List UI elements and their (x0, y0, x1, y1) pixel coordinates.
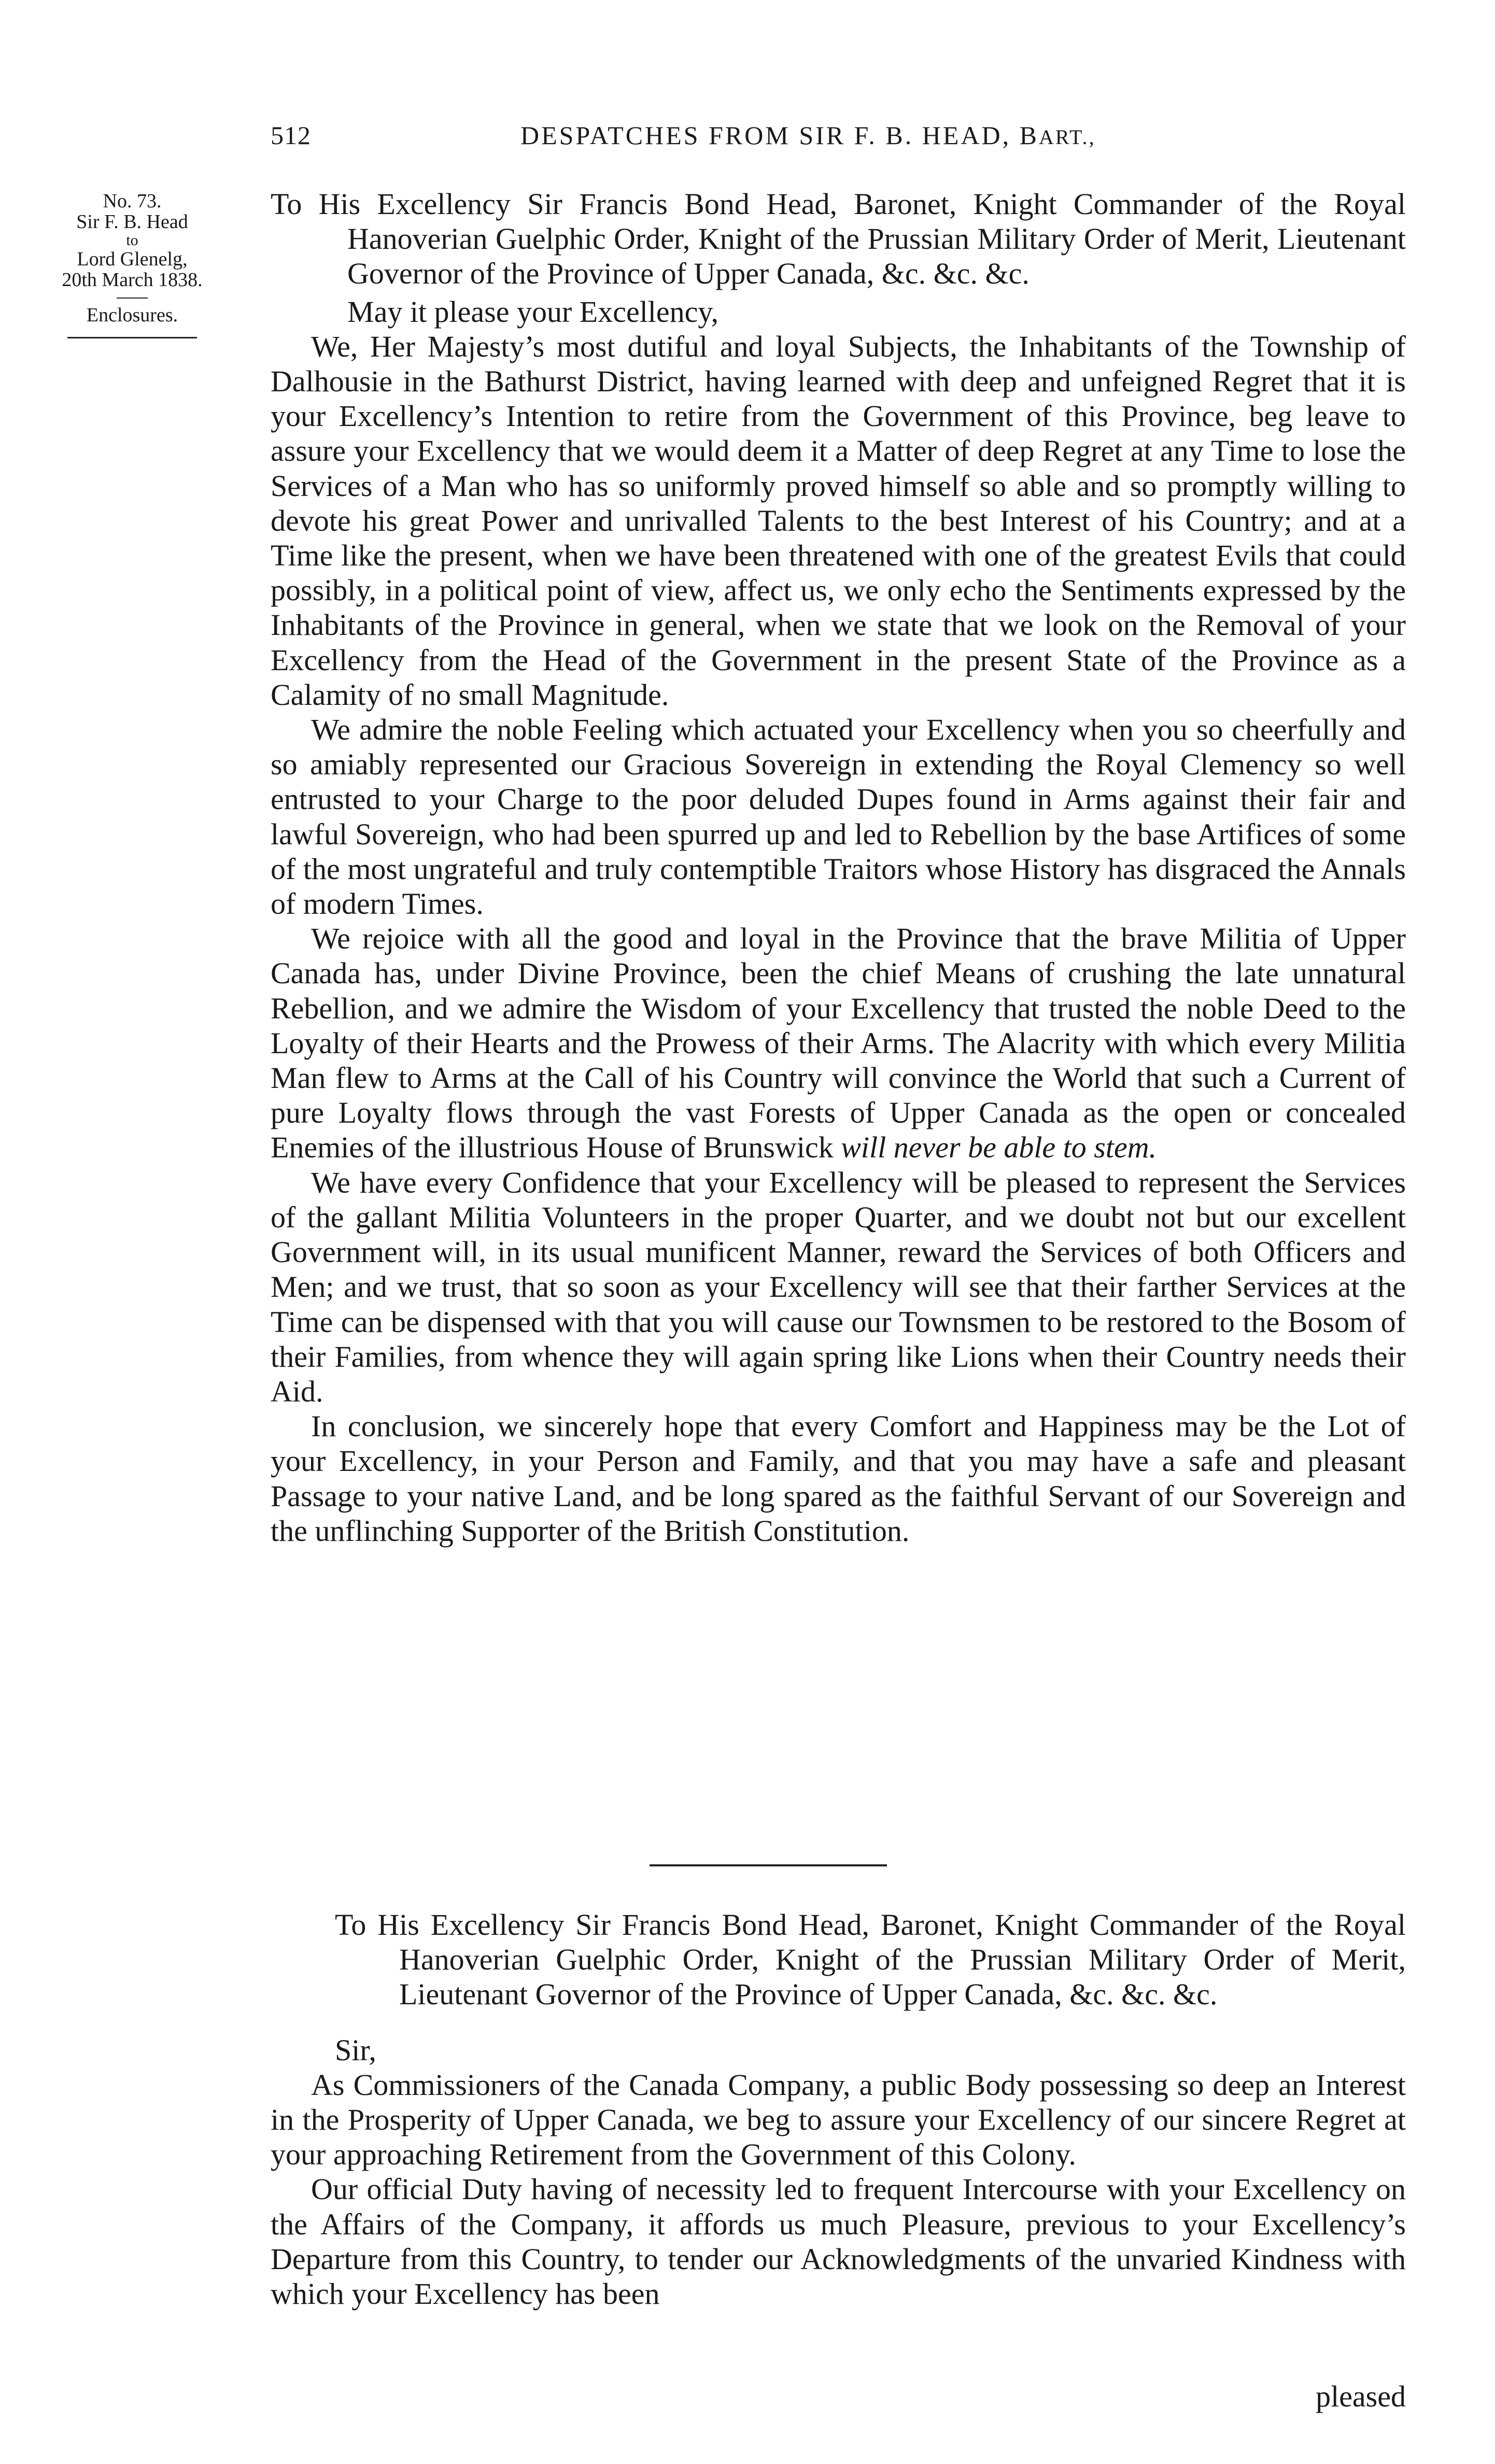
margin-note-rule-long (67, 337, 197, 338)
militia-paragraph-italic: will never be able to stem. (841, 1130, 1157, 1165)
margin-note (31, 191, 233, 338)
running-head-smallcaps: ART., (1039, 125, 1096, 149)
margin-note-rule (117, 298, 148, 299)
margin-note-from: Sir F. B. Head (76, 211, 188, 233)
letter-one-paragraph: We have every Confidence that your Excellency will be pleased to represent the Services of the gallant Militia Volunteers in the proper Quarter, and we doubt not but our excellent Government will, in its usual munificent Manner, reward the Services of both Officers and Men; and we trust, that so soon as your Excellency will see that their farther Services at the Time can be dispensed with that you will cause our Townsmen to be restored to the Bosom of their Families, from whence they will again spring like Lions when their Country needs their Aid. (271, 1165, 1406, 1408)
letter-two-paragraph: Our official Duty having of necessity led to frequent Intercourse with your Excellency on the Affairs of the Company, it affords us much Pleasure, previous to your Excellency’s Departure from this Country, to tender our Acknowledgments of the unvaried Kindness with which your Excellency has been (271, 2172, 1406, 2311)
letter-two (271, 1907, 1406, 2311)
letter-one-paragraph: In conclusion, we sincerely hope that every Comfort and Happiness may be the Lot of your Excellency, in your Person and Family, and that you may have a safe and pleasant Passage to your native Land, and be long spared as the faithful Servant of our Sovereign and the unflinching Supporter of the British Constitution. (271, 1409, 1406, 1548)
address-one: To His Excellency Sir Francis Bond Head, Baronet, Knight Commander of the Royal Hanoverian Guelphic Order, Knight of the Prussian Military Order of Merit, Lieutenant Governor of the Province of Upper Canada, &c. &c. &c. (271, 187, 1406, 291)
catchword: pleased (1316, 2380, 1406, 2413)
letter-one-paragraph-militia (271, 921, 1406, 1165)
letter-one-paragraph: We admire the noble Feeling which actuated your Excellency when you so cheerfully and so amiably represented our Gracious Sovereign in extending the Royal Clemency so well entrusted to your Charge to the poor deluded Dupes found in Arms against their fair and lawful Sovereign, who had been spurred up and led to Rebellion by the base Artifices of some of the most ungrateful and truly contemptible Traitors whose History has disgraced the Annals of modern Times. (271, 713, 1406, 921)
running-head (520, 120, 1096, 150)
letter-two-paragraph: As Commissioners of the Canada Company, a public Body possessing so deep an Interest in the Prosperity of Upper Canada, we beg to assure your Excellency of our sincere Regret at your approaching Retirement from the Government of this Colony. (271, 2068, 1406, 2172)
margin-note-recipient: Lord Glenelg, (77, 248, 188, 270)
section-divider (650, 1864, 887, 1866)
salutation-two: Sir, (335, 2033, 376, 2067)
letter-one-paragraph: We, Her Majesty’s most dutiful and loyal Subjects, the Inhabitants of the Township of Dalhousie in the Bathurst District, having learned with deep and unfeigned Regret that it is your Excellency’s Intention to retire from the Government of this Province, beg leave to assure your Excellency that we would deem it a Matter of deep Regret at any Time to lose the Services of a Man who has so uniformly proved himself so able and so promptly willing to devote his great Power and unrivalled Talents to the best Interest of his Country; and at a Time like the present, when we have been threatened with one of the greatest Evils that could possibly, in a political point of view, affect us, we only echo the Sentiments expressed by the Inhabitants of the Province in general, when we state that we look on the Removal of your Excellency from the Head of the Government in the present State of the Province as a Calamity of no small Magnitude. (271, 329, 1406, 712)
address-two: To His Excellency Sir Francis Bond Head, Baronet, Knight Commander of the Royal Hanoverian Guelphic Order, Knight of the Prussian Military Order of Merit, Lieutenant Governor of the Province of Upper Canada, &c. &c. &c. (335, 1908, 1406, 2012)
page-number: 512 (271, 121, 311, 150)
margin-note-enclosures: Enclosures. (86, 304, 178, 326)
letter-one (271, 187, 1406, 1548)
margin-note-date: 20th March 1838. (62, 269, 203, 291)
militia-paragraph-text: We rejoice with all the good and loyal in the Province that the brave Militia of Upper Canada has, under Divine Province, been the chief Means of crushing the late unnatural Rebellion, and we admire the Wisdom of your Excellency that trusted the noble Deed to the Loyalty of their Hearts and the Prowess of their Arms. The Alacrity with which every Militia Man flew to Arms at the Call of his Country will convince the World that such a Current of pure Loyalty flows through the vast Forests of Upper Canada as the open or concealed Enemies of the illustrious House of Brunswick (271, 922, 1406, 1165)
margin-note-number: No. 73. (103, 190, 162, 212)
margin-note-to: to (126, 232, 138, 249)
running-head-main: DESPATCHES FROM SIR F. B. HEAD, B (520, 121, 1039, 150)
salutation-one: May it please your Excellency, (347, 294, 719, 329)
